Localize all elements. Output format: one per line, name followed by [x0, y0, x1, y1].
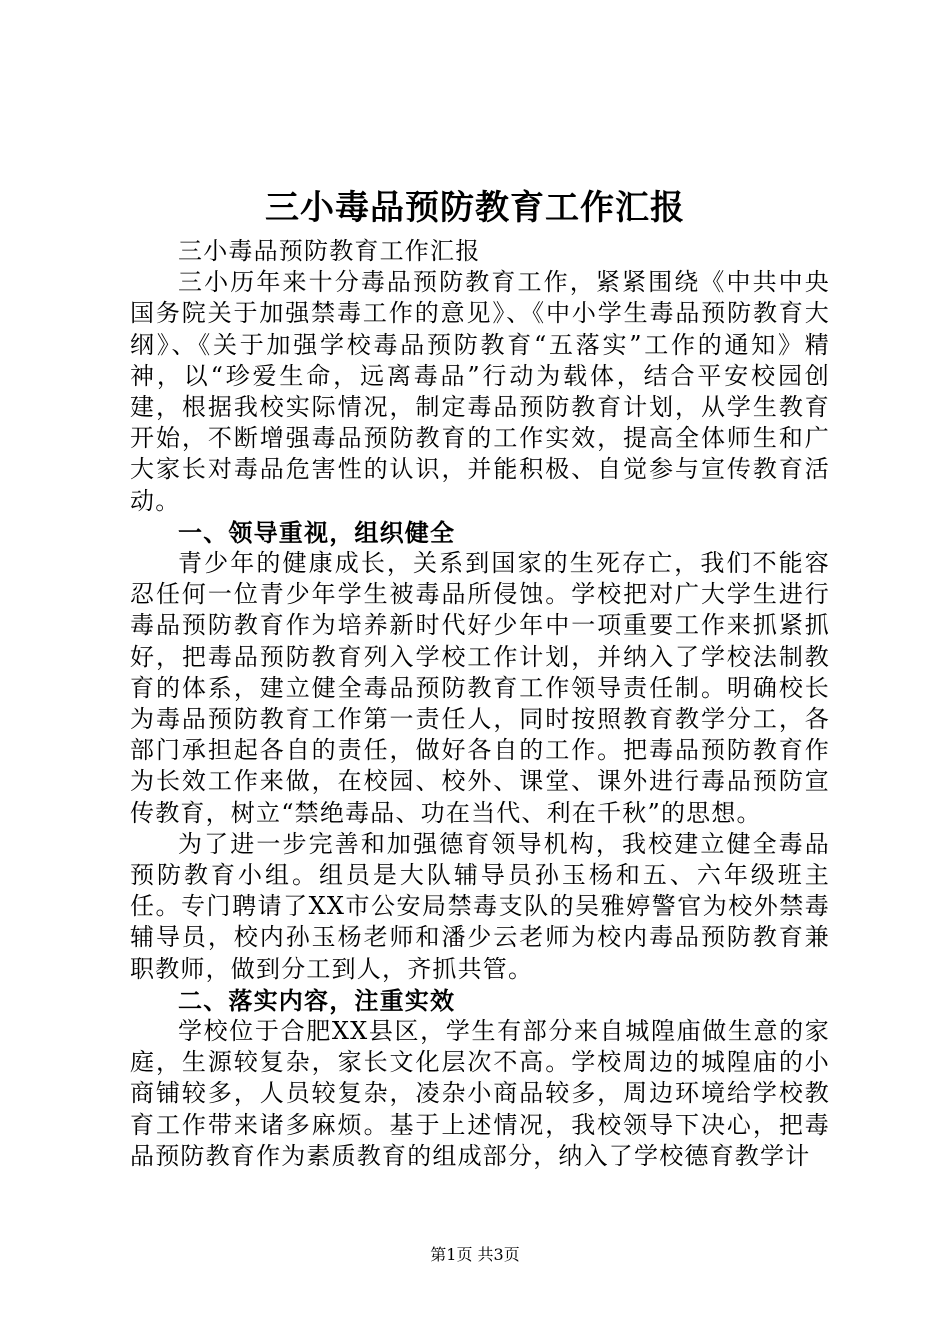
paragraph-intro: 三小历年来十分毒品预防教育工作，紧紧围绕《中共中央国务院关于加强禁毒工作的意见》、《中小学生毒品预防教育大纲》、《关于加强学校毒品预防教育“五落实”工作的通知》精神，以“珍爱生命，远离毒品”行动为载体，结合平安校园创建，根据我校实际情况，制定毒品预防教育计划，从学生教育开始，不断增强毒品预防教育的工作实效，提高全体师生和广大家长对毒品危害性的认识，并能积极、自觉参与宣传教育活动。 — [130, 268, 830, 515]
section-heading-2: 二、落实内容，注重实效 — [178, 985, 456, 1015]
page-number-footer: 第1页 共3页 — [430, 1245, 520, 1264]
document-title: 三小毒品预防教育工作汇报 — [265, 188, 685, 228]
paragraph-section-1b: 为了进一步完善和加强德育领导机构，我校建立健全毒品预防教育小组。组员是大队辅导员孙玉杨和五、六年级班主任。专门聘请了XX市公安局禁毒支队的吴雅婷警官为校外禁毒辅导员，校内孙玉杨老师和潘少云老师为校内毒品预防教育兼职教师，做到分工到人，齐抓共管。 — [130, 829, 830, 983]
section-heading-1: 一、领导重视，组织健全 — [178, 517, 456, 547]
paragraph-section-1a: 青少年的健康成长，关系到国家的生死存亡，我们不能容忍任何一位青少年学生被毒品所侵蚀。学校把对广大学生进行毒品预防教育作为培养新时代好少年中一项重要工作来抓紧抓好，把毒品预防教育列入学校工作计划，并纳入了学校法制教育的体系，建立健全毒品预防教育工作领导责任制。明确校长为毒品预防教育工作第一责任人，同时按照教育教学分工，各部门承担起各自的责任，做好各自的工作。把毒品预防教育作为长效工作来做，在校园、校外、课堂、课外进行毒品预防宣传教育，树立“禁绝毒品、功在当代、利在千秋”的思想。 — [130, 549, 830, 827]
document-body — [130, 236, 830, 1172]
paragraph-subtitle: 三小毒品预防教育工作汇报 — [178, 237, 481, 265]
paragraph-section-2a: 学校位于合肥XX县区，学生有部分来自城隍庙做生意的家庭，生源较复杂，家长文化层次不高。学校周边的城隍庙的小商铺较多，人员较复杂，凌杂小商品较多，周边环境给学校教育工作带来诸多麻烦。基于上述情况，我校领导下决心，把毒品预防教育作为素质教育的组成部分，纳入了学校德育教学计 — [130, 1017, 830, 1170]
